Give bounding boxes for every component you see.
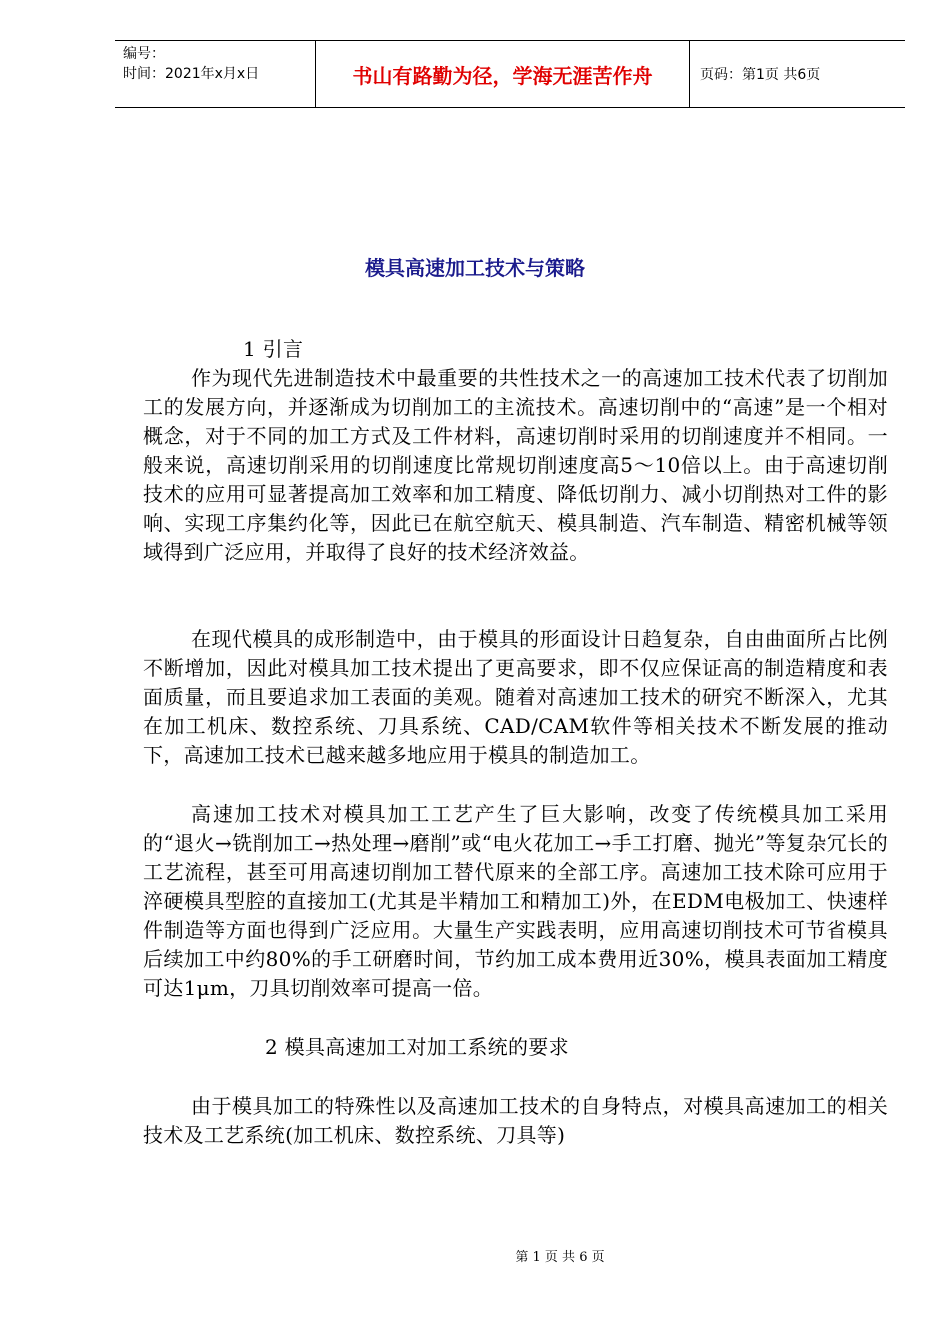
spacer bbox=[143, 1062, 888, 1092]
header-table bbox=[115, 40, 905, 108]
page-footer: 第 1 页 共 6 页 bbox=[515, 1250, 605, 1265]
spacer bbox=[143, 1003, 888, 1033]
code-label: 编号： bbox=[123, 46, 165, 62]
paragraph: 在现代模具的成形制造中，由于模具的形面设计日趋复杂，自由曲面所占比例不断增加，因此对模具加工技术提出了更高要求，即不仅应保证高的制造精度和表面质量，而且要追求加工表面的美观。随着对高速加工技术的研究不断深入，尤其在加工机床、数控系统、刀具系统、CAD/CAM软件等相关技术不断发展的推动下，高速加工技术已越来越多地应用于模具的制造加工。 bbox=[143, 627, 888, 767]
section-heading-intro: 1 引言 bbox=[243, 337, 304, 361]
spacer bbox=[143, 770, 888, 800]
document-body bbox=[143, 335, 888, 1150]
document-title: 模具高速加工技术与策略 bbox=[365, 256, 585, 280]
motto-cell bbox=[316, 41, 690, 107]
paragraph: 高速加工技术对模具加工工艺产生了巨大影响，改变了传统模具加工采用的“退火→铣削加工→热处理→磨削”或“电火花加工→手工打磨、抛光”等复杂冗长的工艺流程，甚至可用高速切削加工替代原来的全部工序。高速加工技术除可应用于淬硬模具型腔的直接加工(尤其是半精加工和精加工)外，在EDM电极加工、快速样件制造等方面也得到广泛应用。大量生产实践表明，应用高速切削技术可节省模具后续加工中约80%的手工研磨时间，节约加工成本费用近30%，模具表面加工精度可达1μm，刀具切削效率可提高一倍。 bbox=[143, 802, 888, 1000]
paragraph: 由于模具加工的特殊性以及高速加工技术的自身特点，对模具高速加工的相关技术及工艺系统(加工机床、数控系统、刀具等) bbox=[143, 1094, 888, 1147]
header-info-cell bbox=[115, 41, 316, 107]
page-info-cell bbox=[690, 41, 905, 107]
section-heading-requirements: 2 模具高速加工对加工系统的要求 bbox=[265, 1035, 569, 1059]
motto-text: 书山有路勤为径，学海无涯苦作舟 bbox=[352, 63, 653, 88]
time-label: 时间：2021年x月x日 bbox=[123, 66, 260, 82]
spacer bbox=[143, 567, 888, 625]
page-info-text: 页码：第1页 共6页 bbox=[700, 67, 821, 83]
paragraph: 作为现代先进制造技术中最重要的共性技术之一的高速加工技术代表了切削加工的发展方向，并逐渐成为切削加工的主流技术。高速切削中的“高速”是一个相对概念，对于不同的加工方式及工件材料，高速切削时采用的切削速度并不相同。一般来说，高速切削采用的切削速度比常规切削速度高5～10倍以上。由于高速切削技术的应用可显著提高加工效率和加工精度、降低切削力、减小切削热对工件的影响、实现工序集约化等，因此已在航空航天、模具制造、汽车制造、精密机械等领域得到广泛应用，并取得了良好的技术经济效益。 bbox=[143, 366, 888, 564]
